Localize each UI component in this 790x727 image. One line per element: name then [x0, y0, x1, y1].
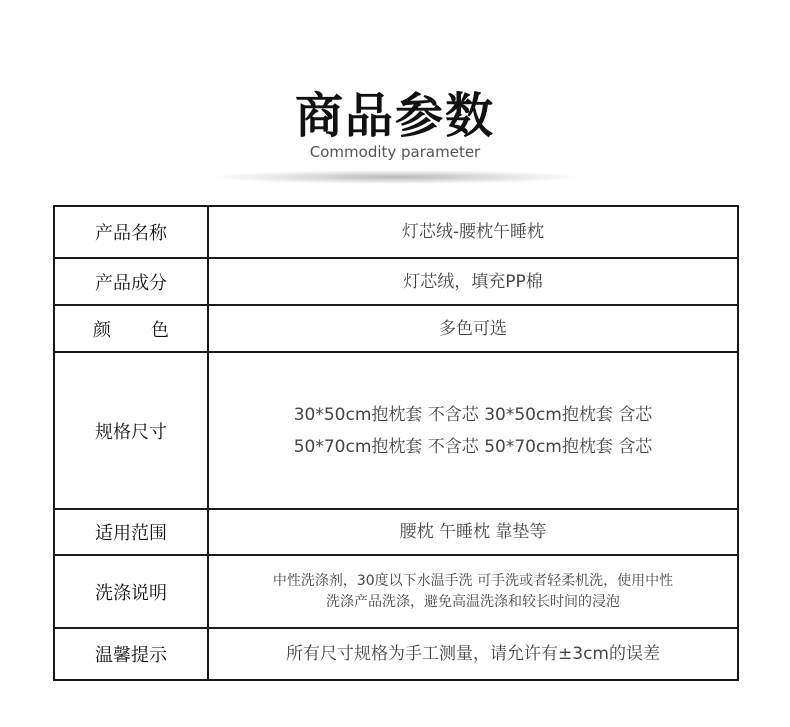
row-value-color	[208, 305, 738, 352]
row-label-composition: 产品成分	[54, 258, 208, 305]
row-value-note	[208, 628, 738, 680]
value-line: 腰枕 午睡枕 靠垫等	[399, 522, 547, 542]
value-line: 灯芯绒-腰枕午睡枕	[401, 222, 545, 242]
value-line: 洗涤产品洗涤，避免高温洗涤和较长时间的浸泡	[326, 593, 620, 610]
row-label-product-name: 产品名称	[54, 206, 208, 258]
table-row-usage	[54, 509, 738, 555]
value-line: 灯芯绒，填充PP棉	[403, 271, 543, 292]
page-subtitle: Commodity parameter	[309, 143, 481, 161]
title-underline-shadow	[214, 170, 578, 184]
color-label-text: 颜色	[93, 319, 169, 341]
table-row-color	[54, 305, 738, 352]
value-line: 多色可选	[439, 318, 507, 339]
row-value-size	[208, 352, 738, 509]
value-line: 中性洗涤剂，30度以下水温手洗 可手洗或者轻柔机洗，使用中性	[272, 572, 674, 589]
table-row-note	[54, 628, 738, 680]
row-label-color	[54, 305, 208, 352]
value-line: 30*50cm抱枕套 不含芯 30*50cm抱枕套 含芯	[293, 404, 653, 425]
page-header	[0, 0, 790, 200]
value-line: 所有尺寸规格为手工测量，请允许有±3cm的误差	[286, 644, 660, 664]
spec-table	[53, 205, 739, 681]
row-label-washing: 洗涤说明	[54, 555, 208, 628]
table-row-size	[54, 352, 738, 509]
row-value-composition	[208, 258, 738, 305]
table-row-composition	[54, 258, 738, 305]
table-row-product-name	[54, 206, 738, 258]
page-title: 商品参数	[294, 88, 495, 144]
row-label-note: 温馨提示	[54, 628, 208, 680]
value-line: 50*70cm抱枕套 不含芯 50*70cm抱枕套 含芯	[293, 436, 653, 457]
row-value-usage	[208, 509, 738, 555]
row-value-washing	[208, 555, 738, 628]
row-label-usage: 适用范围	[54, 509, 208, 555]
row-value-product-name	[208, 206, 738, 258]
table-row-washing	[54, 555, 738, 628]
row-label-size: 规格尺寸	[54, 352, 208, 509]
